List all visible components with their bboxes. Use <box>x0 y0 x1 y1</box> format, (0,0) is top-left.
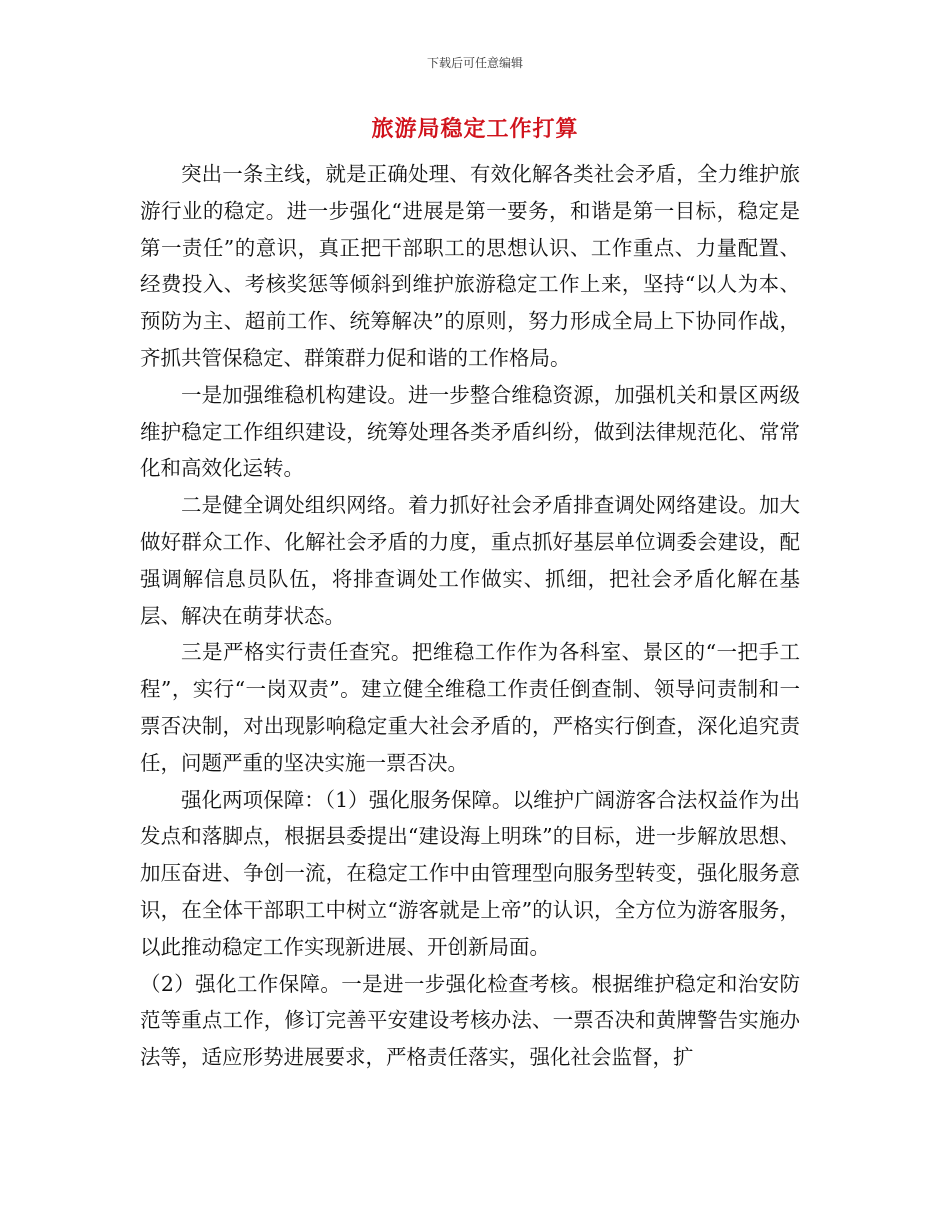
paragraph-main-line: 突出一条主线，就是正确处理、有效化解各类社会矛盾，全力维护旅游行业的稳定。进一步强化“进展是第一要务，和谐是第一目标，稳定是第一责任”的意识，真正把干部职工的思想认识、工作重点、力量配置、经费投入、考核奖惩等倾斜到维护旅游稳定工作上来，坚持“以人为本、预防为主、超前工作、统筹解决”的原则，努力形成全局上下协同作战，齐抓共管保稳定、群策群力促和谐的工作格局。 <box>140 162 800 370</box>
paragraph-network: 二是健全调处组织网络。着力抓好社会矛盾排查调处网络建设。加大做好群众工作、化解社会矛盾的力度，重点抓好基层单位调委会建设，配强调解信息员队伍，将排查调处工作做实、抓细，把社会矛盾化解在基层、解决在萌芽状态。 <box>140 493 800 628</box>
document-body <box>140 156 800 1076</box>
paragraph-service-guarantee: 强化两项保障：（1）强化服务保障。以维护广阔游客合法权益作为出发点和落脚点，根据县委提出“建设海上明珠”的目标，进一步解放思想、加压奋进、争创一流，在稳定工作中由管理型向服务型转变，强化服务意识，在全体干部职工中树立“游客就是上帝”的认识，全方位为游客服务，以此推动稳定工作实现新进展、开创新局面。 <box>140 787 800 959</box>
paragraph-responsibility: 三是严格实行责任查究。把维稳工作作为各科室、景区的“一把手工程”，实行“一岗双责”。建立健全维稳工作责任倒查制、领导问责制和一票否决制，对出现影响稳定重大社会矛盾的，严格实行倒查，深化追究责任，问题严重的坚决实施一票否决。 <box>140 640 800 775</box>
paragraph-organization: 一是加强维稳机构建设。进一步整合维稳资源，加强机关和景区两级维护稳定工作组织建设，统筹处理各类矛盾纠纷，做到法律规范化、常常化和高效化运转。 <box>140 382 800 481</box>
document-title: 旅游局稳定工作打算 <box>371 117 579 142</box>
paragraph-work-guarantee: （2）强化工作保障。一是进一步强化检查考核。根据维护稳定和治安防范等重点工作，修订完善平安建设考核办法、一票否决和黄牌警告实施办法等，适应形势进展要求，严格责任落实，强化社会监督，扩 <box>140 971 800 1070</box>
page-header-note: 下载后可任意编辑 <box>426 56 523 70</box>
